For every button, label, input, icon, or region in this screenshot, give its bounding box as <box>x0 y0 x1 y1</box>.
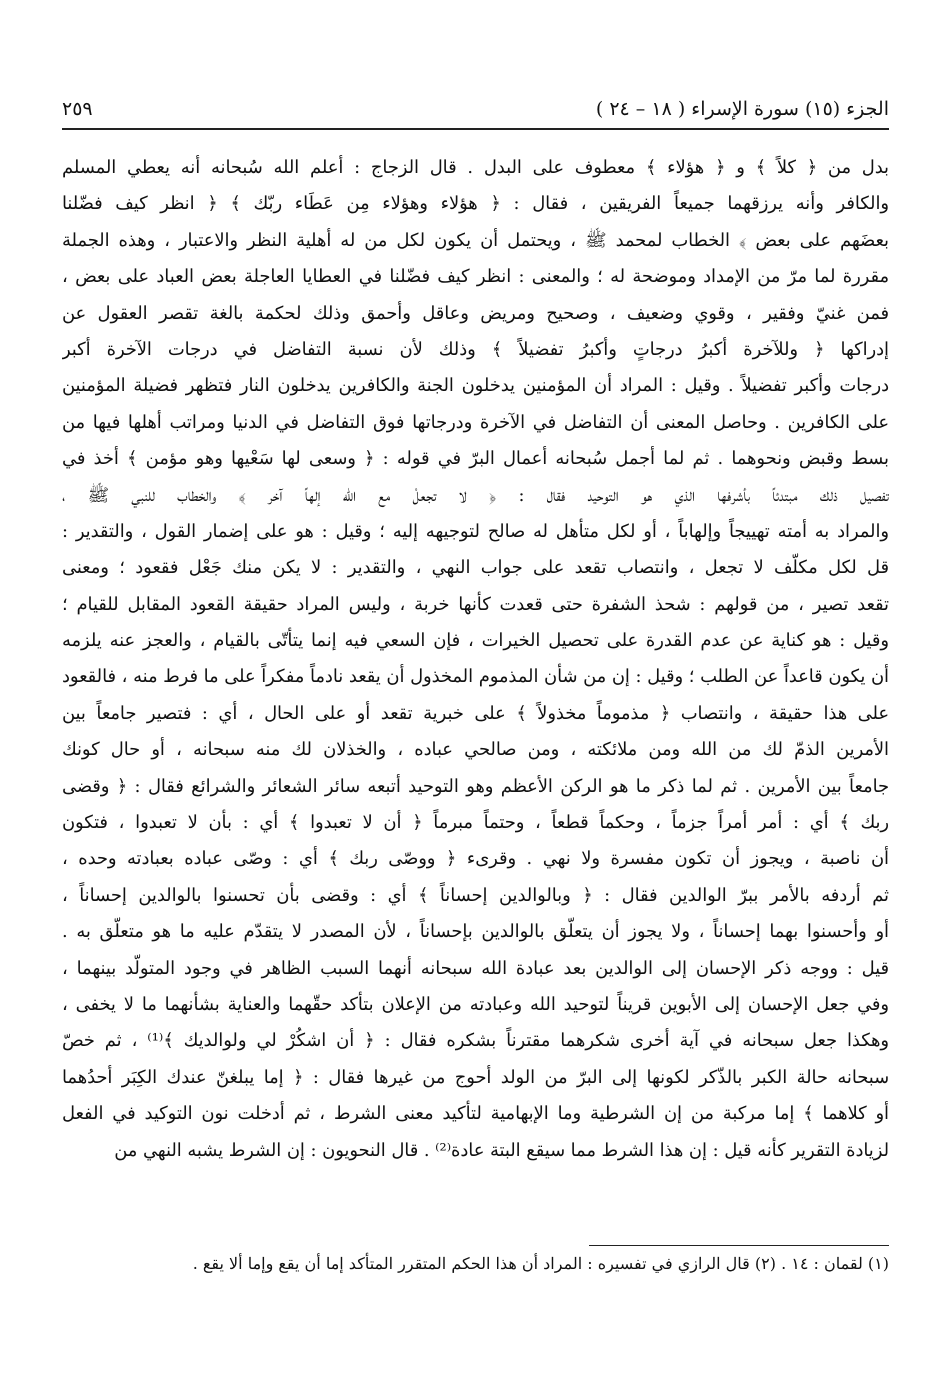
text-line: أو كلاهما ﴾ إما مركبة من إن الشرطية وما الإبهامية لتأكيد معنى الشرط ، ثم أدخلت نون التوكيد في الفعل <box>62 1103 889 1125</box>
text-line: قيل : ووجه ذكر الإحسان إلى الوالدين بعد عبادة الله سبحانه أنهما السبب الظاهر في وجود المتولّد بينهما ، <box>62 957 889 979</box>
text-line: أن ناصبة ، ويجوز أن تكون مفسرة ولا نهي . وقرىء ﴿ ووصّى ربك ﴾ أي : وصّى عباده بعبادته وحده ، <box>62 848 889 870</box>
text-line: سبحانه حالة الكبر بالذّكر لكونها إلى البرّ من الولد أحوج من غيرها فقال : ﴿ إما يبلغنّ عندك الكِبَر أحدُهما <box>62 1066 889 1088</box>
text-line: ربك ﴾ أي : أمر أمراً جزماً ، وحكماً قطعاً ، وحتماً مبرماً ﴿ أن لا تعبدوا ﴾ أي : بأن لا تعبدوا ، فتكون <box>62 812 889 834</box>
text-line: إدراكها ﴿ وللآخرة أكبرُ درجاتٍ وأكبرُ تفضيلاً ﴾ وذلك لأن نسبة التفاضل في درجات الآخرة أكبر <box>62 338 889 360</box>
text-line: والمراد به أمته تهييجاً وإلهاباً ، أو لكل متأهل له صالح لتوجيهه إليه ؛ وقيل : هو على إضمار القول ، والتقدير : <box>62 520 889 542</box>
text-line: وهكذا جعل سبحانه في آية أخرى شكرهما مقترناً بشكره فقال : ﴿ أن اشكُرْ لي ولوالديك ﴾⁽¹⁾ ، ثم خصّ <box>62 1030 889 1052</box>
text-line: وقيل : هو كناية عن عدم القدرة على تحصيل الخيرات ، فإن السعي فيه إنما يتأتّى بالقيام ، والعجز عنه يلزمه <box>62 630 889 652</box>
text-line: درجات وأكبر تفضيلاً . وقيل : المراد أن المؤمنين يدخلون الجنة والكافرين يدخلون النار فتظهر فضيلة المؤمنين <box>62 375 889 397</box>
text-line: قل لكل مكلّف لا تجعل ، وانتصاب تقعد على جواب النهي ، والتقدير : لا يكن منك جَعْل فقعود ؛ ومعنى <box>62 557 889 579</box>
running-title: الجزء (١٥) سورة الإسراء ( ١٨ – ٢٤ ) <box>595 98 889 120</box>
text-line: لزيادة التقرير كأنه قيل : إن هذا الشرط مما سيقع البتة عادة⁽²⁾ . قال النحويون : إن الشرط يشبه النهي من <box>114 1139 889 1161</box>
text-line: على هذا حقيقة ، وانتصاب ﴿ مذموماً مخذولاً ﴾ على خبرية تقعد أو على الحال ، أي : فتصير جامعاً بين <box>62 702 889 724</box>
text-line: بدل من ﴿ كلاً ﴾ و ﴿ هؤلاء ﴾ معطوف على البدل . قال الزجاج : أعلم الله سُبحانه أنه يعطي المسلم <box>62 157 889 178</box>
text-line: أو وأحسنوا بهما إحساناً ، ولا يجوز أن يتعلّق بالوالدين بإحساناً ، لأن المصدر لا يتقدّم عليه ما هو متعلّق به . <box>62 921 889 943</box>
text-line: ثم أردفه بالأمر ببرّ الوالدين فقال : ﴿ وبالوالدين إحساناً ﴾ أي : وقضى بأن تحسنوا بالوالدين إحساناً ، <box>62 884 889 906</box>
text-line: جامعاً بين الأمرين . ثم لما ذكر ما هو الركن الأعظم وهو التوحيد أتبعه سائر الشعائر والشرائع فقال : ﴿ وقضى <box>62 775 889 797</box>
text-line: مقررة لما مرّ من الإمداد وموضحة له ؛ والمعنى : انظر كيف فضّلنا في العطايا العاجلة بعض العباد على بعض ، <box>62 266 889 288</box>
page-number: ٢٥٩ <box>62 98 93 120</box>
footnote-rule <box>589 1245 889 1246</box>
text-line: بسط وقبض ونحوهما . ثم لما أجمل سُبحانه أعمال البرّ في قوله : ﴿ وسعى لها سَعْيها وهو مؤمن ﴾ أخذ في <box>62 448 889 470</box>
text-line: وفي جعل الإحسان إلى الأبوين قريناً لتوحيد الله وعبادته من الإعلان بتأكد حقّهما والعناية بشأنهما ما لا يخفى ، <box>62 993 889 1015</box>
text-line: والكافر وأنه يرزقهما جميعاً الفريقين ، فقال : ﴿ هؤلاء وهؤلاء مِن عَطَاء ربّك ﴾ ﴿ انظر كيف فضّلنا <box>62 193 889 215</box>
footnote: (١) لقمان : ١٤ . (٢) قال الرازي في تفسيره : المراد أن هذا الحكم المتقرر المتأكد إما أن يقع وإما ألا يقع . <box>192 1254 889 1273</box>
page-header <box>62 86 889 120</box>
text-line: تفصيل ذلك مبتدئاً بأشرفها الذي هو التوحيد فقال : ﴿ لا تجعلْ مع الله إلهاً آخر ﴾ والخطاب للنبي ﷺ ، <box>62 484 889 506</box>
text-line: على الكافرين . وحاصل المعنى أن التفاضل في الآخرة ودرجاتها فوق التفاضل في الدنيا ومراتب أهلها فيها من <box>62 411 889 433</box>
text-line: الأمرين الذمّ لك من الله ومن ملائكته ، ومن صالحي عباده ، والخذلان لك منه سبحانه ، أو حال كونك <box>62 739 889 761</box>
text-line: تقعد تصير ، من قولهم : شحذ الشفرة حتى قعدت كأنها خربة ، وليس المراد حقيقة القعود المقابل للقيام ؛ <box>62 593 889 615</box>
text-line: بعضَهم على بعض ﴾ الخطاب لمحمد ﷺ ، ويحتمل أن يكون لكل من له أهلية النظر والاعتبار ، وهذه الجملة <box>62 229 889 251</box>
main-text <box>62 150 889 1169</box>
header-rule <box>62 128 889 130</box>
text-line: فمن غنيّ وفقير ، وقوي وضعيف ، وصحيح ومريض وعاقل وأحمق وذلك لحكمة بالغة تقصر العقول عن <box>62 302 889 324</box>
text-line: أن يكون قاعداً عن الطلب ؛ وقيل : إن من شأن المذموم المخذول أن يقعد نادماً مفكراً على ما فرط منه ، فالقعود <box>62 666 889 688</box>
